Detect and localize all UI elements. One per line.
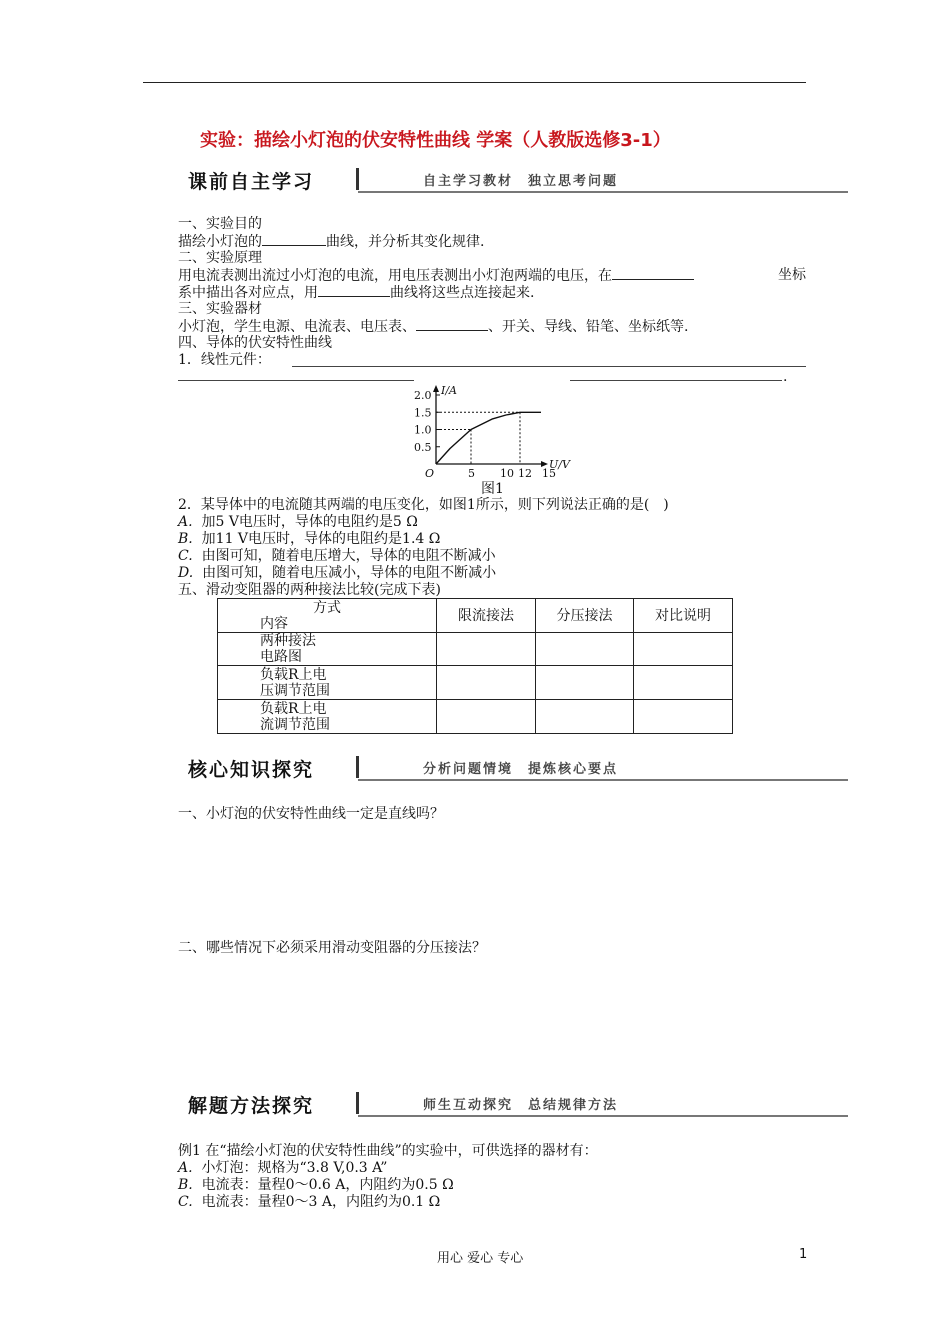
table-row-label: 两种接法 电路图	[218, 633, 437, 666]
banner-pre-class	[178, 166, 848, 196]
table-row-label: 负载R上电 流调节范围	[218, 700, 437, 734]
text-line: 系中描出各对应点，用 曲线将这些点连接起来.	[178, 285, 535, 301]
y-tick-label: 1.0	[414, 423, 432, 437]
core-question-2: 二、哪些情况下必须采用滑动变阻器的分压接法？	[178, 940, 486, 956]
banner-heading: 解题方法探究	[188, 1095, 315, 1117]
option-a: A. 加5 V电压时，导体的电阻约是5 Ω	[178, 514, 418, 530]
text-line: .	[783, 369, 788, 385]
figure-iu-graph	[405, 383, 585, 483]
y-tick-label: 0.5	[414, 440, 432, 454]
table-header: 限流接法	[437, 599, 536, 633]
table-header-row	[218, 599, 733, 633]
y-tick-label: 1.5	[414, 406, 432, 420]
y-axis-label: I/A	[441, 384, 457, 397]
table-header: 对比说明	[634, 599, 733, 633]
table-header: 分压接法	[536, 599, 634, 633]
header-rule	[143, 82, 806, 83]
answer-line	[178, 380, 414, 381]
y-tick-label: 2.0	[414, 389, 432, 402]
option-c: C. 由图可知，随着电压增大，导体的电阻不断减小	[178, 548, 496, 564]
comparison-table	[217, 598, 733, 734]
question-stem: 2．某导体中的电流随其两端的电压变化，如图1所示，则下列说法正确的是( )	[178, 497, 669, 513]
core-question-1: 一、小灯泡的伏安特性曲线一定是直线吗？	[178, 806, 444, 822]
table-corner-cell: 方式 内容	[218, 599, 437, 633]
footer-text: 用心 爱心 专心	[437, 1251, 524, 1266]
x-tick-label: 12	[518, 467, 532, 480]
banner-subtitle: 自主学习教材 独立思考问题	[423, 174, 619, 189]
option-d: D. 由图可知，随着电压减小，导体的电阻不断减小	[178, 565, 497, 581]
example-option-c: C. 电流表：量程0～3 A，内阻约为0.1 Ω	[178, 1194, 441, 1210]
option-b: B. 加11 V电压时，导体的电阻约是1.4 Ω	[178, 531, 441, 547]
text-line: 小灯泡，学生电源、电流表、电压表、 、开关、导线、铅笔、坐标纸等.	[178, 319, 689, 335]
x-tick-label: 5	[468, 467, 475, 480]
section-heading: 五、滑动变阻器的两种接法比较(完成下表)	[178, 582, 441, 598]
section-heading: 二、实验原理	[178, 250, 262, 266]
y-axis-arrow	[433, 385, 439, 392]
banner-subtitle: 师生互动探究 总结规律方法	[423, 1098, 619, 1113]
page-number: 1	[799, 1247, 808, 1262]
figure-caption: 图1	[481, 481, 504, 497]
banner-method	[178, 1090, 848, 1120]
text-line: 描绘小灯泡的 曲线，并分析其变化规律.	[178, 234, 485, 250]
answer-line	[570, 380, 782, 381]
x-axis-label: U/V	[549, 458, 570, 471]
text-line: 1．线性元件：	[178, 352, 271, 368]
page-title: 实验：描绘小灯泡的伏安特性曲线 学案（人教版选修3-1）	[200, 130, 671, 151]
origin-label: O	[425, 467, 435, 480]
table-row	[218, 700, 733, 734]
section-heading: 一、实验目的	[178, 216, 262, 232]
banner-subtitle: 分析问题情境 提炼核心要点	[423, 762, 619, 777]
table-row	[218, 633, 733, 666]
table-row	[218, 666, 733, 700]
iu-curve	[436, 412, 541, 464]
banner-core-knowledge	[178, 754, 848, 784]
answer-line	[292, 366, 806, 367]
x-tick-label: 15	[542, 467, 556, 480]
example-intro: 例1 在“描绘小灯泡的伏安特性曲线”的实验中，可供选择的器材有：	[178, 1143, 598, 1159]
text-line: 用电流表测出流过小灯泡的电流，用电压表测出小灯泡两端的电压，在 坐标	[178, 267, 806, 284]
section-heading: 三、实验器材	[178, 301, 262, 317]
banner-heading: 课前自主学习	[188, 171, 315, 193]
example-option-b: B. 电流表：量程0～0.6 A，内阻约为0.5 Ω	[178, 1177, 454, 1193]
x-tick-label: 10	[500, 467, 514, 480]
banner-heading: 核心知识探究	[188, 759, 315, 781]
section-heading: 四、导体的伏安特性曲线	[178, 335, 332, 351]
example-option-a: A. 小灯泡：规格为“3.8 V,0.3 A”	[178, 1160, 388, 1176]
table-row-label: 负载R上电 压调节范围	[218, 666, 437, 700]
